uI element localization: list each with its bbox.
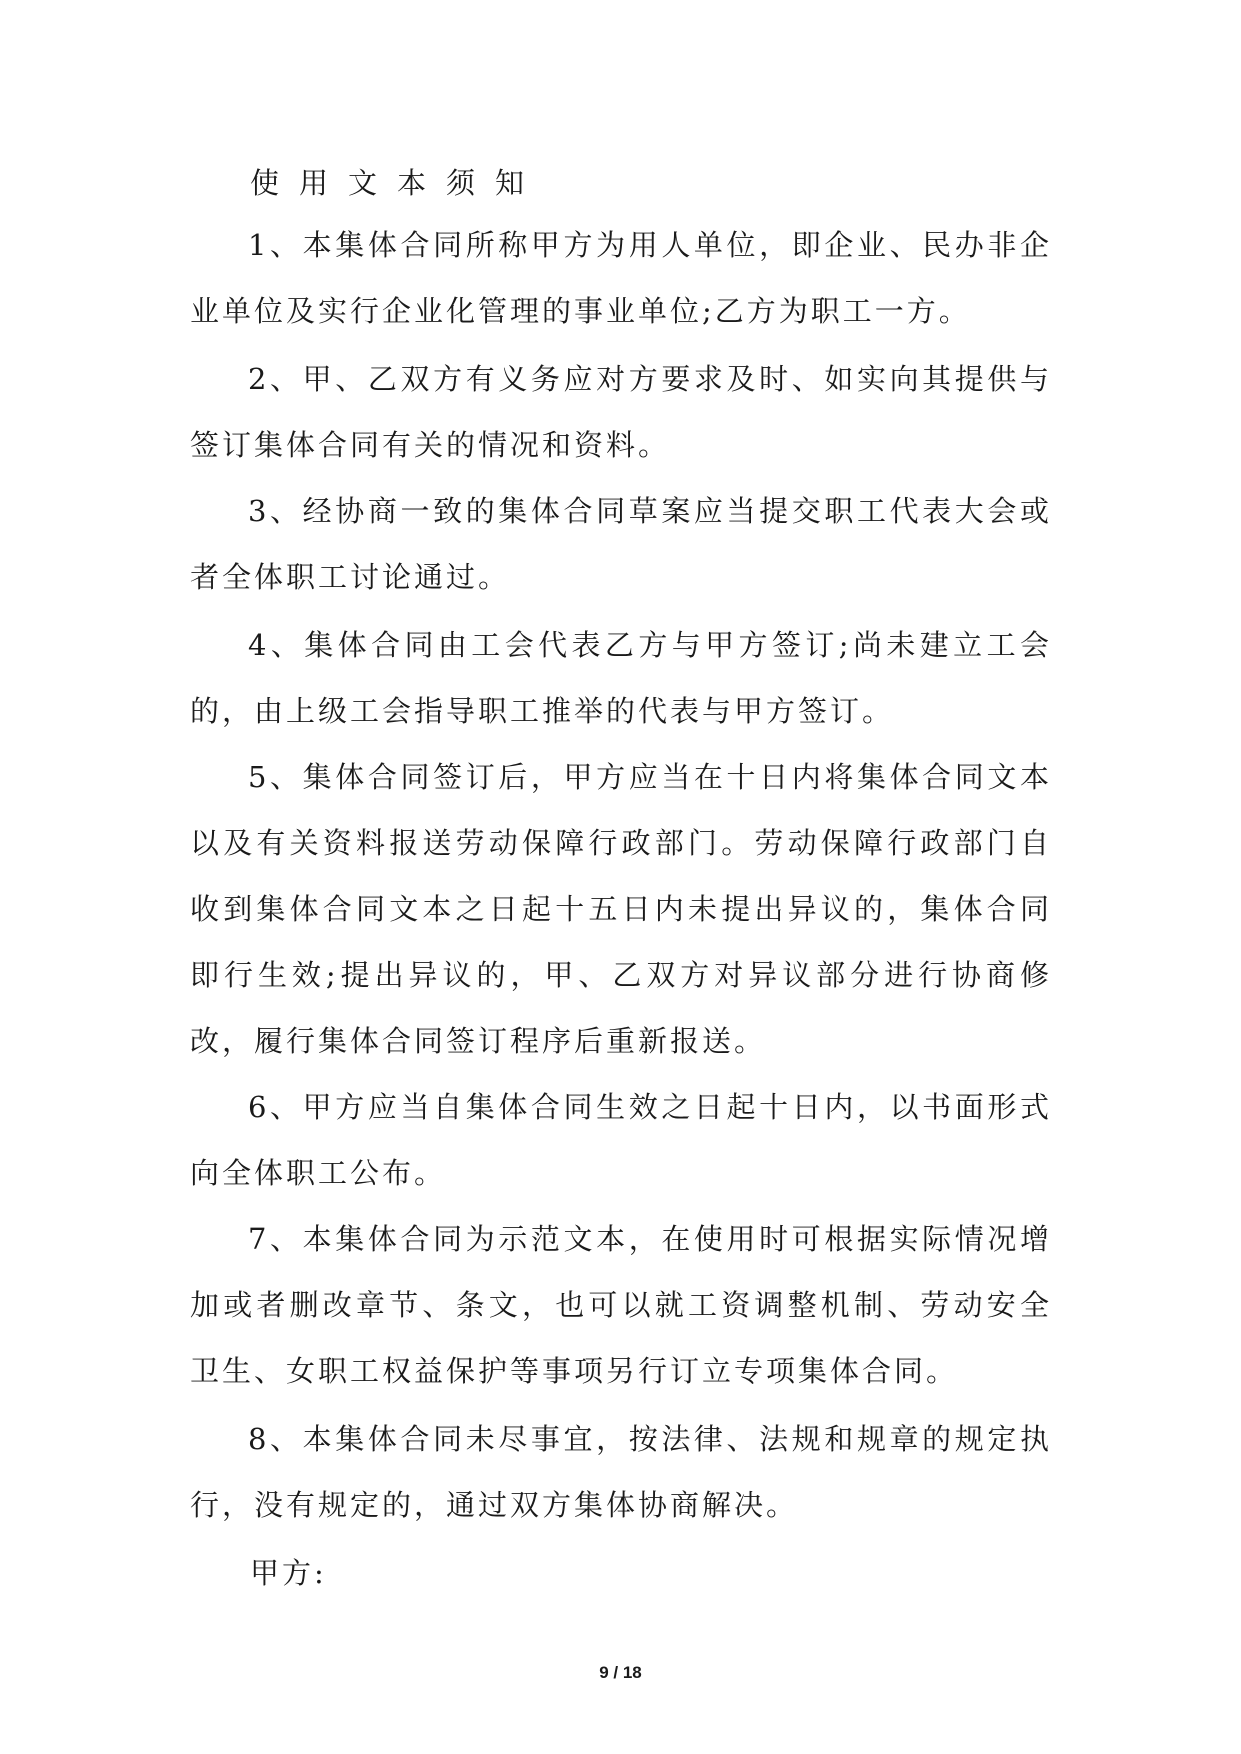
- paragraph-5: 5、集体合同签订后，甲方应当在十日内将集体合同文本以及有关资料报送劳动保障行政部门。劳动保障行政部门自收到集体合同文本之日起十五日内未提出异议的，集体合同即行生效;提出异议的，甲、乙双方对异议部分进行协商修改，履行集体合同签订程序后重新报送。: [190, 760, 1052, 1058]
- paragraph-7: 7、本集体合同为示范文本，在使用时可根据实际情况增加或者删改章节、条文，也可以就工资调整机制、劳动安全卫生、女职工权益保护等事项另行订立专项集体合同。: [190, 1222, 1052, 1388]
- paragraph-8: 8、本集体合同未尽事宜，按法律、法规和规章的规定执行，没有规定的，通过双方集体协商解决。: [190, 1422, 1052, 1522]
- paragraph-4: 4、集体合同由工会代表乙方与甲方签订;尚未建立工会的，由上级工会指导职工推举的代表与甲方签订。: [190, 628, 1052, 728]
- paragraph-1: 1、本集体合同所称甲方为用人单位，即企业、民办非企业单位及实行企业化管理的事业单位;乙方为职工一方。: [190, 228, 1052, 328]
- document-heading: 使用文本须知: [250, 166, 545, 200]
- paragraph-6: 6、甲方应当自集体合同生效之日起十日内，以书面形式向全体职工公布。: [190, 1090, 1052, 1190]
- paragraph-3: 3、经协商一致的集体合同草案应当提交职工代表大会或者全体职工讨论通过。: [190, 494, 1052, 594]
- paragraph-2: 2、甲、乙双方有义务应对方要求及时、如实向其提供与签订集体合同有关的情况和资料。: [190, 362, 1052, 462]
- party-a-signature-label: 甲方:: [250, 1556, 327, 1590]
- page-number: 9 / 18: [599, 1663, 642, 1682]
